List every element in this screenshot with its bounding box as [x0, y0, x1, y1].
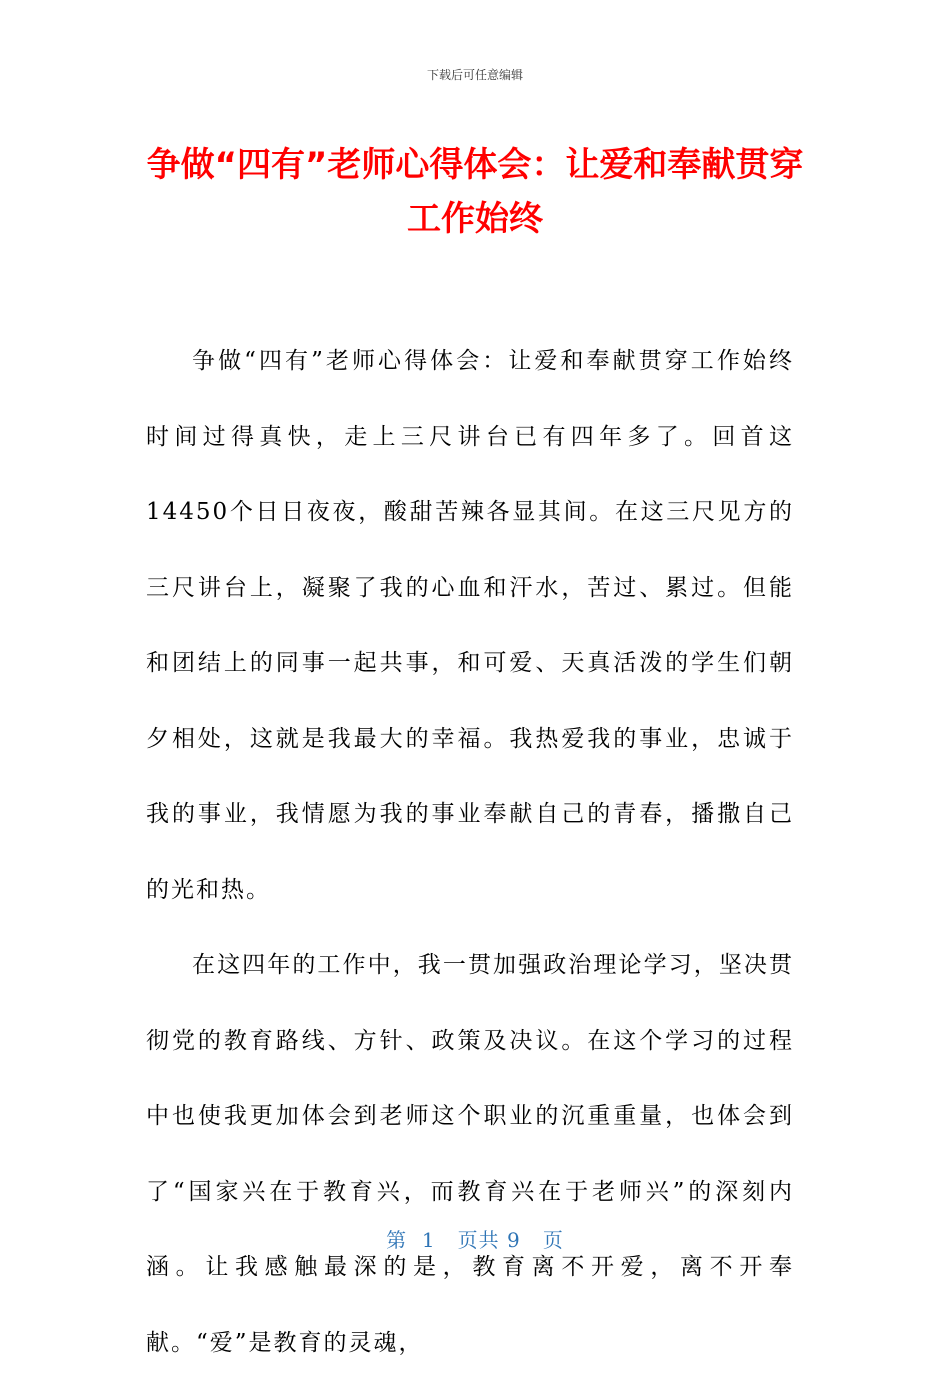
paragraph-1: 争做“四有”老师心得体会：让爱和奉献贯穿工作始终时间过得真快，走上三尺讲台已有四年多了。回首这14450个日日夜夜，酸甜苦辣各显其间。在这三尺见方的三尺讲台上，凝聚了我的心血和汗水，苦过、累过。但能和团结上的同事一起共事，和可爱、天真活泼的学生们朝夕相处，这就是我最大的幸福。我热爱我的事业，忠诚于我的事业，我情愿为我的事业奉献自己的青春，播撒自己的光和热。	[146, 348, 794, 903]
document-title: 争做“四有”老师心得体会：让爱和奉献贯穿工作始终	[146, 145, 804, 239]
document-body	[146, 324, 794, 1381]
header-note: 下载后可任意编辑	[426, 68, 523, 82]
page-number-footer: 第 1 页共 9 页	[386, 1228, 564, 1252]
paragraph-2: 在这四年的工作中，我一贯加强政治理论学习，坚决贯彻党的教育路线、方针、政策及决议。在这个学习的过程中也使我更加体会到老师这个职业的沉重重量，也体会到了“国家兴在于教育兴，而教育兴在于老师兴”的深刻内涵。让我感触最深的是，教育离不开爱，离不开奉献。“爱”是教育的灵魂，	[146, 952, 794, 1356]
